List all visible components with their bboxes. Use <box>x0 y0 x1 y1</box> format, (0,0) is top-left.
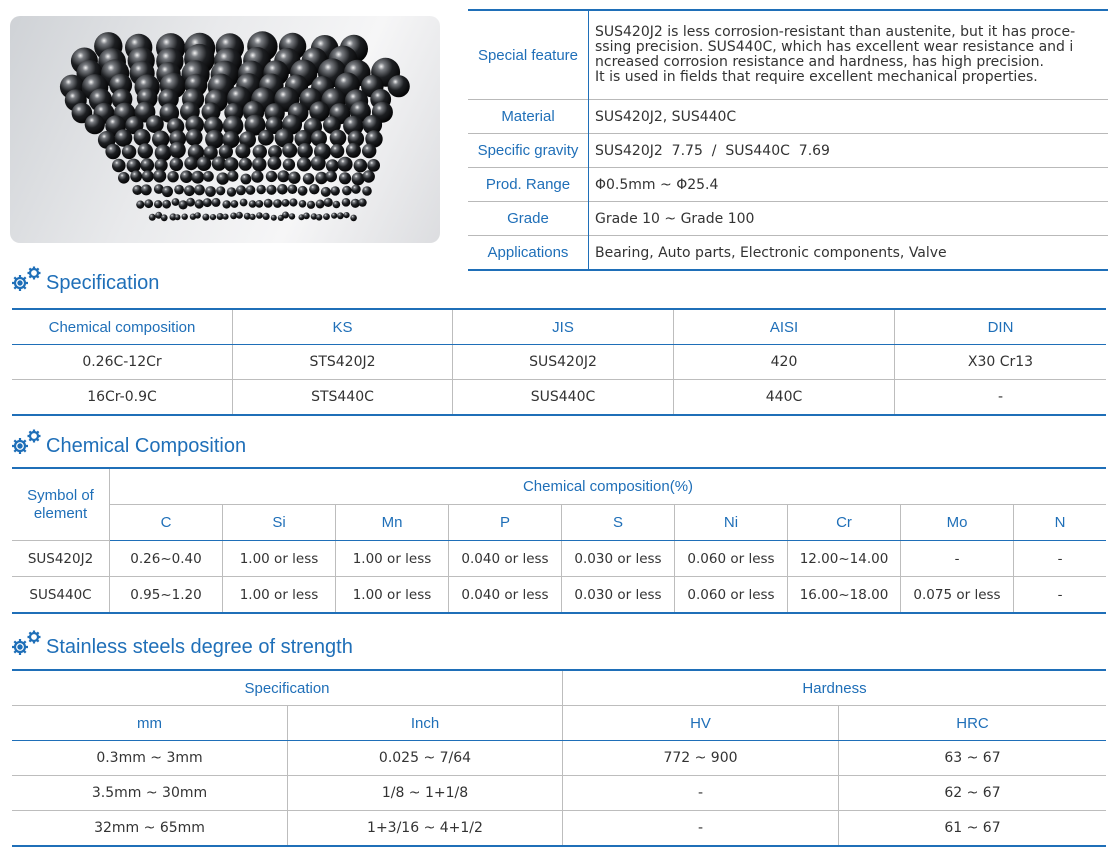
table-cell: 16Cr-0.9C <box>12 380 233 416</box>
table-cell: 12.00~14.00 <box>788 541 901 577</box>
info-row-specific-gravity <box>468 134 1108 168</box>
steel-ball <box>277 184 288 195</box>
steel-ball <box>258 130 274 146</box>
steel-ball <box>197 156 212 171</box>
info-key: Specific gravity <box>468 134 589 168</box>
steel-ball <box>316 200 325 209</box>
table-cell: X30 Cr13 <box>895 345 1107 380</box>
info-row-grade <box>468 202 1108 236</box>
steel-ball <box>155 145 172 162</box>
table-group-header-row <box>12 670 1106 706</box>
steel-ball <box>203 171 214 182</box>
steel-ball <box>216 186 225 195</box>
steel-ball <box>105 144 120 159</box>
table-cell: 32mm ~ 65mm <box>12 811 288 847</box>
steel-ball <box>236 212 243 219</box>
steel-ball <box>283 158 295 170</box>
info-value <box>589 10 1109 100</box>
table-cell: - <box>1014 541 1107 577</box>
properties-table <box>468 9 1108 271</box>
steel-ball <box>289 213 295 219</box>
table-cell: 0.030 or less <box>562 577 675 614</box>
steel-ball <box>266 185 276 195</box>
steel-ball <box>342 186 352 196</box>
steel-ball <box>282 212 289 219</box>
steel-ball <box>331 186 340 195</box>
steel-ball <box>149 214 156 221</box>
column-header: Mo <box>901 505 1014 541</box>
steel-ball <box>169 142 186 159</box>
table-cell: 63 ~ 67 <box>839 741 1107 776</box>
steel-ball <box>358 198 366 206</box>
info-value: SUS420J2, SUS440C <box>595 108 737 125</box>
table-cell: 0.060 or less <box>675 577 788 614</box>
column-header: mm <box>12 706 288 741</box>
table-header-row <box>12 706 1106 741</box>
table-header-row <box>12 505 1106 541</box>
feature-line: ncreased corrosion resistance and hardness, has high precision. <box>595 54 1044 70</box>
table-row <box>12 776 1106 811</box>
column-header: KS <box>233 309 453 345</box>
steel-ball <box>138 143 153 158</box>
steel-ball <box>350 215 357 222</box>
steel-ball <box>246 185 256 195</box>
steel-ball <box>249 200 257 208</box>
steel-ball <box>325 171 337 183</box>
steel-ball <box>140 158 154 172</box>
steel-ball <box>264 199 273 208</box>
steel-ball <box>180 170 193 183</box>
table-cell: STS420J2 <box>233 345 453 380</box>
table-cell: - <box>563 776 839 811</box>
table-cell: 1.00 or less <box>223 577 336 614</box>
table-row <box>12 380 1106 416</box>
steel-ball <box>351 185 360 194</box>
steel-ball <box>142 170 154 182</box>
steel-ball <box>184 156 198 170</box>
steel-ball <box>362 144 376 158</box>
table-cell: 1.00 or less <box>223 541 336 577</box>
steel-ball <box>239 158 252 171</box>
steel-ball <box>115 129 133 147</box>
steel-ball <box>202 214 209 221</box>
steel-ball <box>268 156 282 170</box>
steel-ball <box>205 186 216 197</box>
steel-ball <box>323 213 330 220</box>
steel-ball <box>227 171 238 182</box>
steel-ball <box>205 130 224 149</box>
table-cell: SUS440C <box>12 577 110 614</box>
steel-ball <box>339 172 351 184</box>
steel-ball <box>277 170 289 182</box>
column-group-header: Hardness <box>563 670 1107 706</box>
table-cell: 0.030 or less <box>562 541 675 577</box>
column-header-symbol: Symbol of element <box>12 468 110 541</box>
steel-ball <box>253 145 267 159</box>
steel-ball <box>186 198 195 207</box>
table-cell: - <box>1014 577 1107 614</box>
steel-ball <box>288 172 300 184</box>
section-header-strength <box>10 628 353 658</box>
column-header: S <box>562 505 675 541</box>
steel-ball <box>343 212 349 218</box>
steel-ball <box>266 171 277 182</box>
steel-ball <box>352 172 365 185</box>
steel-ball <box>136 201 144 209</box>
table-row <box>12 741 1106 776</box>
steel-ball <box>388 75 410 97</box>
steel-ball <box>170 158 184 172</box>
column-header: Ni <box>675 505 788 541</box>
steel-ball <box>362 186 372 196</box>
steel-ball <box>303 173 315 185</box>
table-row <box>12 345 1106 380</box>
section-header-chemical-composition <box>10 427 246 457</box>
table-cell: 62 ~ 67 <box>839 776 1107 811</box>
column-header: C <box>110 505 223 541</box>
table-cell: 0.3mm ~ 3mm <box>12 741 288 776</box>
info-key: Grade <box>468 202 589 236</box>
column-header: Si <box>223 505 336 541</box>
table-cell: 0.075 or less <box>901 577 1014 614</box>
info-value: Grade 10 ~ Grade 100 <box>595 210 755 227</box>
steel-ball <box>195 212 201 218</box>
table-cell: SUS440C <box>453 380 674 416</box>
column-header: P <box>449 505 562 541</box>
info-value: SUS420J2 7.75 / SUS440C 7.69 <box>595 142 830 159</box>
info-key: Prod. Range <box>468 168 589 202</box>
steel-ball <box>288 184 298 194</box>
steel-ball <box>146 115 164 133</box>
table-cell: STS440C <box>233 380 453 416</box>
steel-ball <box>195 199 204 208</box>
steel-ball <box>167 171 178 182</box>
steel-ball <box>330 130 347 147</box>
table-header-row <box>12 309 1106 345</box>
steel-ball <box>162 186 173 197</box>
table-cell: - <box>563 811 839 847</box>
table-group-header-row <box>12 468 1106 505</box>
steel-ball <box>337 212 344 219</box>
steel-ball <box>297 157 311 171</box>
steel-ball <box>316 214 323 221</box>
info-key: Material <box>468 100 589 134</box>
product-photo-steel-balls <box>10 16 440 243</box>
steel-ball <box>326 159 339 172</box>
steel-ball <box>182 214 188 220</box>
steel-ball <box>250 214 256 220</box>
gears-icon <box>10 427 46 457</box>
info-key: Applications <box>468 236 589 271</box>
steel-ball <box>141 184 152 195</box>
column-header: Mn <box>336 505 449 541</box>
steel-ball <box>303 213 310 220</box>
gears-icon <box>10 264 46 294</box>
steel-ball <box>118 172 130 184</box>
table-cell: 16.00~18.00 <box>788 577 901 614</box>
steel-ball <box>210 214 216 220</box>
info-key: Special feature <box>468 10 589 100</box>
table-cell: - <box>901 541 1014 577</box>
table-cell: 0.040 or less <box>449 541 562 577</box>
table-cell: 1.00 or less <box>336 541 449 577</box>
steel-ball <box>153 169 166 182</box>
info-value: Bearing, Auto parts, Electronic components, Valve <box>595 244 947 261</box>
feature-line: It is used in fields that require excellent mechanical properties. <box>595 69 1038 85</box>
steel-ball <box>112 159 126 173</box>
section-title: Specification <box>46 272 160 294</box>
table-cell: SUS420J2 <box>12 541 110 577</box>
steel-ball <box>299 200 307 208</box>
steel-ball <box>342 198 351 207</box>
steel-ball <box>282 143 297 158</box>
steel-ball <box>367 159 380 172</box>
steel-ball <box>212 198 221 207</box>
steel-ball <box>194 185 205 196</box>
steel-ball <box>240 199 248 207</box>
steel-ball <box>122 145 136 159</box>
steel-ball <box>256 212 263 219</box>
steel-ball <box>338 157 353 172</box>
steel-ball <box>241 174 252 185</box>
table-cell: 1/8 ~ 1+1/8 <box>288 776 563 811</box>
steel-ball <box>184 185 195 196</box>
steel-ball <box>324 198 333 207</box>
table-cell: 0.26C-12Cr <box>12 345 233 380</box>
section-title: Stainless steels degree of strength <box>46 636 353 658</box>
steel-ball <box>307 201 315 209</box>
steel-ball <box>222 200 230 208</box>
steel-ball <box>236 185 246 195</box>
feature-line: SUS420J2 is less corrosion-resistant than austenite, but it has proce- <box>595 24 1076 40</box>
steel-ball <box>251 171 263 183</box>
steel-ball <box>321 187 331 197</box>
column-group-header: Chemical composition(%) <box>110 468 1107 505</box>
column-header: Inch <box>288 706 563 741</box>
table-cell: 1+3/16 ~ 4+1/2 <box>288 811 563 847</box>
table-row <box>12 577 1106 614</box>
steel-ball <box>85 114 105 134</box>
column-group-header: Specification <box>12 670 563 706</box>
table-cell: 420 <box>674 345 895 380</box>
steel-ball <box>175 214 181 220</box>
column-header: N <box>1014 505 1107 541</box>
steel-ball <box>130 170 142 182</box>
steel-ball <box>161 214 168 221</box>
steel-ball <box>311 156 326 171</box>
steel-balls-illustration <box>10 16 440 243</box>
column-header: HRC <box>839 706 1107 741</box>
table-cell: 440C <box>674 380 895 416</box>
steel-ball <box>217 172 229 184</box>
table-cell: SUS420J2 <box>453 345 674 380</box>
steel-ball <box>330 144 344 158</box>
steel-ball <box>224 157 239 172</box>
steel-ball <box>144 199 153 208</box>
table-cell: 0.025 ~ 7/64 <box>288 741 563 776</box>
steel-ball <box>172 198 180 206</box>
table-row <box>12 541 1106 577</box>
table-cell: - <box>895 380 1107 416</box>
info-row-prod-range <box>468 168 1108 202</box>
column-header: HV <box>563 706 839 741</box>
column-header: JIS <box>453 309 674 345</box>
steel-ball <box>186 129 203 146</box>
info-value: Φ0.5mm ~ Φ25.4 <box>595 176 719 193</box>
section-header-specification <box>10 264 159 294</box>
info-row-special-feature <box>468 10 1108 100</box>
steel-ball <box>289 198 297 206</box>
steel-ball <box>212 156 226 170</box>
steel-ball <box>297 143 313 159</box>
steel-ball <box>222 214 228 220</box>
steel-ball <box>191 171 204 184</box>
steel-ball <box>203 198 212 207</box>
steel-ball <box>309 184 319 194</box>
steel-ball <box>252 157 266 171</box>
steel-ball <box>354 159 368 173</box>
column-header: DIN <box>895 309 1107 345</box>
steel-ball <box>127 159 141 173</box>
info-row-material <box>468 100 1108 134</box>
info-row-applications <box>468 236 1108 271</box>
table-cell: 0.95~1.20 <box>110 577 223 614</box>
column-header: Chemical composition <box>12 309 233 345</box>
specification-table <box>12 308 1106 416</box>
table-cell: 772 ~ 900 <box>563 741 839 776</box>
table-cell: 0.040 or less <box>449 577 562 614</box>
steel-ball <box>235 144 250 159</box>
table-cell: 61 ~ 67 <box>839 811 1107 847</box>
feature-line: ssing precision. SUS440C, which has excellent wear resistance and i <box>595 39 1074 55</box>
steel-ball <box>346 143 361 158</box>
steel-ball <box>227 187 236 196</box>
table-cell: 3.5mm ~ 30mm <box>12 776 288 811</box>
steel-ball <box>271 215 277 221</box>
table-row <box>12 811 1106 847</box>
steel-ball <box>298 186 308 196</box>
gears-icon <box>10 628 46 658</box>
steel-ball <box>257 185 266 194</box>
steel-ball <box>162 200 171 209</box>
steel-ball <box>231 200 239 208</box>
table-cell: 1.00 or less <box>336 577 449 614</box>
steel-ball <box>263 213 270 220</box>
steel-ball <box>255 200 263 208</box>
table-cell: 0.26~0.40 <box>110 541 223 577</box>
steel-ball <box>273 199 282 208</box>
chemical-composition-table <box>12 467 1106 614</box>
steel-ball <box>134 129 151 146</box>
column-header: AISI <box>674 309 895 345</box>
table-cell: 0.060 or less <box>675 541 788 577</box>
steel-ball <box>363 170 375 182</box>
steel-ball <box>154 200 162 208</box>
section-title: Chemical Composition <box>46 435 247 457</box>
strength-table <box>12 669 1106 847</box>
steel-ball <box>282 199 290 207</box>
column-header: Cr <box>788 505 901 541</box>
steel-ball <box>333 201 341 209</box>
steel-ball <box>174 185 184 195</box>
steel-ball <box>331 213 337 219</box>
